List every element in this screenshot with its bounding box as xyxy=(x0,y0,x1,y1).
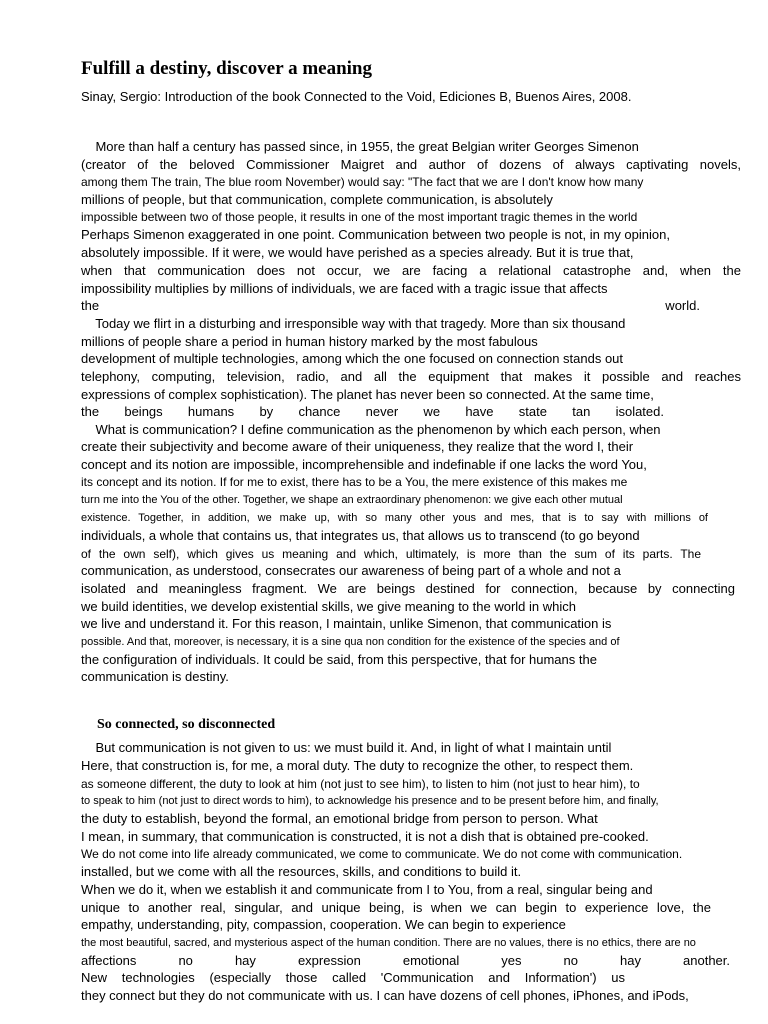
document-title: Fulfill a destiny, discover a meaning xyxy=(81,58,373,79)
body-line: expressions of complex sophistication). The planet has never been so connected. At the same time, xyxy=(81,387,654,402)
body-line: when that communication does not occur, we are facing a relational catastrophe and, when the xyxy=(81,263,741,278)
body-line: to speak to him (not just to direct words to him), to acknowledge his presence and to be present before him, and finally, xyxy=(81,795,659,807)
body-line: we live and understand it. For this reason, I maintain, unlike Simenon, that communication is xyxy=(81,616,612,631)
body-line: communication is destiny. xyxy=(81,669,229,684)
body-line: What is communication? I define communication as the phenomenon by which each person, when xyxy=(81,422,661,437)
body-line: telephony, computing, television, radio, and all the equipment that makes it possible and reaches xyxy=(81,369,741,384)
body-line: the world. xyxy=(81,298,700,313)
body-line: the most beautiful, sacred, and mysterious aspect of the human condition. There are no values, there is no ethics, there are no xyxy=(81,937,696,949)
body-line: (creator of the beloved Commissioner Maigret and author of dozens of always captivating novels, xyxy=(81,157,741,172)
body-line: the configuration of individuals. It could be said, from this perspective, that for humans the xyxy=(81,652,597,667)
body-line: More than half a century has passed since, in 1955, the great Belgian writer Georges Simenon xyxy=(81,139,639,154)
section-heading: So connected, so disconnected xyxy=(97,717,276,732)
body-line: among them The train, The blue room November) would say: "The fact that we are I don't know how many xyxy=(81,175,644,189)
body-line: When we do it, when we establish it and communicate from I to You, from a real, singular being and xyxy=(81,882,653,897)
body-line: create their subjectivity and become aware of their uniqueness, they realize that the word I, their xyxy=(81,439,634,454)
body-line: existence. Together, in addition, we make up, with so many other yous and mes, that is to say with millions of xyxy=(81,512,708,524)
body-line: individuals, a whole that contains us, that integrates us, that allows us to transcend (to go beyond xyxy=(81,528,640,543)
body-line: Here, that construction is, for me, a moral duty. The duty to recognize the other, to respect them. xyxy=(81,758,634,773)
body-line: Perhaps Simenon exaggerated in one point. Communication between two people is not, in my opinion, xyxy=(81,227,670,242)
body-line: we build identities, we develop existential skills, we give meaning to the world in which xyxy=(81,599,576,614)
body-line: isolated and meaningless fragment. We are beings destined for connection, because by connecting xyxy=(81,581,735,596)
body-line: turn me into the You of the other. Together, we shape an extraordinary phenomenon: we give each other mutual xyxy=(81,494,623,506)
body-line: But communication is not given to us: we must build it. And, in light of what I maintain until xyxy=(81,740,612,755)
body-line: communication, as understood, consecrates our awareness of being part of a whole and not a xyxy=(81,563,621,578)
body-line: millions of people share a period in human history marked by the most fabulous xyxy=(81,334,538,349)
body-line: they connect but they do not communicate with us. I can have dozens of cell phones, iPhones, and iPods, xyxy=(81,988,689,1003)
body-line: the duty to establish, beyond the formal, an emotional bridge from person to person. What xyxy=(81,811,598,826)
body-line: empathy, understanding, pity, compassion, cooperation. We can begin to experience xyxy=(81,917,566,932)
body-line: installed, but we come with all the resources, skills, and conditions to build it. xyxy=(81,864,522,879)
body-line: millions of people, but that communication, complete communication, is absolutely xyxy=(81,192,553,207)
body-line: the beings humans by chance never we have state tan isolated. xyxy=(81,404,664,419)
body-line: affections no hay expression emotional yes no hay another. xyxy=(81,953,730,968)
body-line: Today we flirt in a disturbing and irresponsible way with that tragedy. More than six thousand xyxy=(81,316,626,331)
body-line: of the own self), which gives us meaning and which, ultimately, is more than the sum of its parts. The xyxy=(81,547,701,561)
body-line: its concept and its notion. If for me to exist, there has to be a You, the mere existence of this makes me xyxy=(81,475,628,489)
body-line: concept and its notion are impossible, incomprehensible and indefinable if one lacks the word You, xyxy=(81,457,647,472)
body-line: possible. And that, moreover, is necessary, it is a sine qua non condition for the existence of the species and of xyxy=(81,636,620,648)
body-line: I mean, in summary, that communication is constructed, it is not a dish that is obtained pre-cooked. xyxy=(81,829,649,844)
body-line: impossibility multiplies by millions of individuals, we are faced with a tragic issue that affects xyxy=(81,281,608,296)
body-line: We do not come into life already communicated, we come to communicate. We do not come with communication. xyxy=(81,847,683,861)
body-line: impossible between two of those people, it results in one of the most important tragic themes in the world xyxy=(81,210,638,224)
body-line: as someone different, the duty to look at him (not just to see him), to listen to him (not just to hear him), to xyxy=(81,777,640,791)
body-line: unique to another real, singular, and unique being, is when we can begin to experience love, the xyxy=(81,900,711,915)
body-line: absolutely impossible. If it were, we would have perished as a species already. But it is true that, xyxy=(81,245,634,260)
citation: Sinay, Sergio: Introduction of the book Connected to the Void, Ediciones B, Buenos Aires, 2008. xyxy=(81,89,632,104)
body-line: New technologies (especially those called 'Communication and Information') us xyxy=(81,970,625,985)
body-line: development of multiple technologies, among which the one focused on connection stands out xyxy=(81,351,624,366)
